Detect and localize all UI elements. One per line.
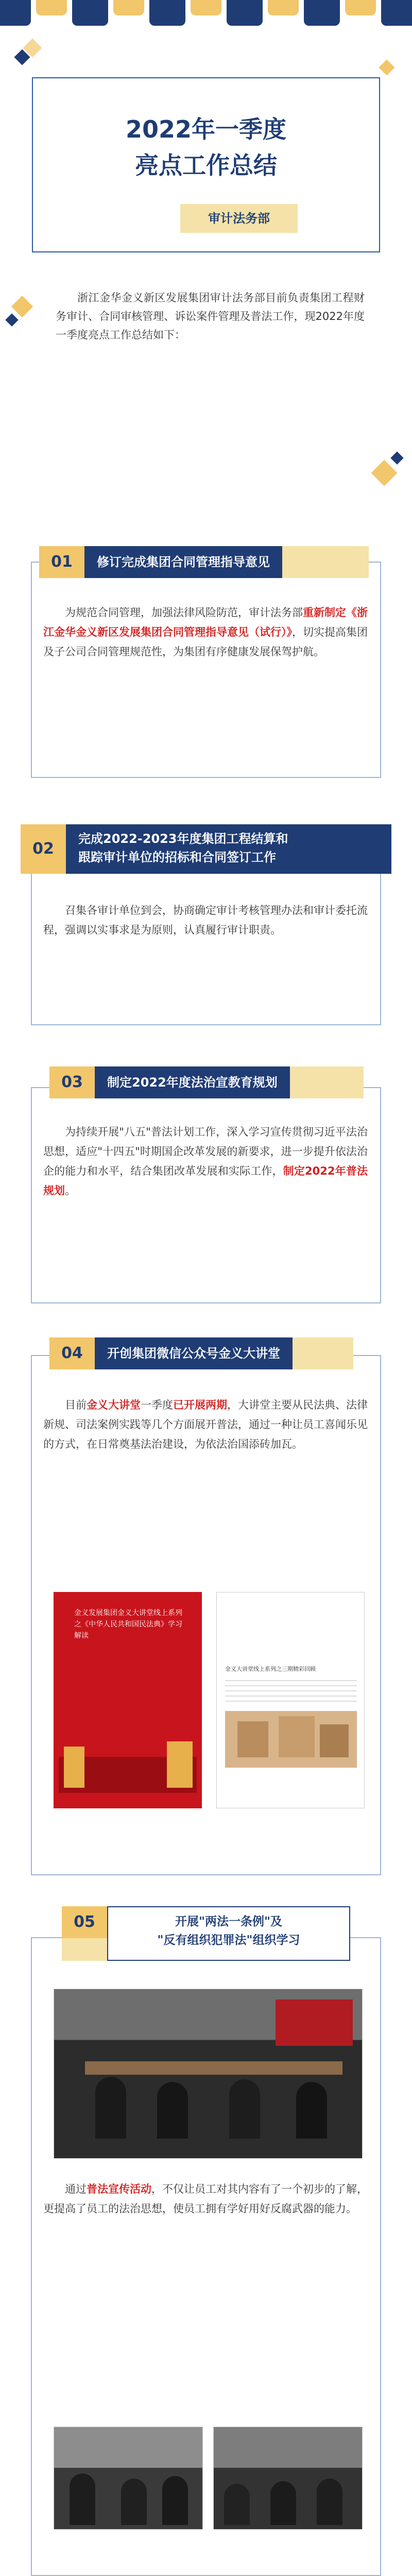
poster-title: 金义发展集团金义大讲堂线上系列之《中华人民共和国民法典》学习解读 bbox=[74, 1609, 182, 1640]
checker-border-top bbox=[0, 0, 412, 31]
meeting-photo-left bbox=[54, 2427, 203, 2530]
article-image-title: 金义大讲堂线上系列之三期精彩回顾 bbox=[225, 1666, 316, 1672]
section-title: 开展"两法一条例"及 "反有组织犯罪法"组织学习 bbox=[107, 1906, 350, 1961]
department-badge: 审计法务部 bbox=[180, 204, 298, 233]
section-02-body: 召集各审计单位到会，协商确定审计考核管理办法和审计委托流程，强调以实事求是为原则，认真履行审计职责。 bbox=[43, 904, 368, 936]
section-01-header bbox=[39, 546, 369, 578]
section-03-body: 为持续开展"八五"普法计划工作，深入学习宣传贯彻习近平法治思想，适应"十四五"时期国企改革发展的新要求，进一步提升依法治企的能力和水平，结合集团改革发展和实际工作，制定2022年普法规划。 bbox=[43, 1126, 368, 1197]
diamond-decoration bbox=[379, 59, 394, 75]
section-01-box bbox=[31, 562, 381, 778]
section-number: 04 bbox=[49, 1337, 95, 1369]
section-number: 05 bbox=[62, 1906, 107, 1938]
header bbox=[0, 0, 412, 289]
section-number: 02 bbox=[21, 824, 66, 874]
diamond-decoration bbox=[390, 451, 403, 464]
section-05-body: 通过普法宣传活动，不仅让员工对其内容有了一个初步的了解，更提高了员工的法治思想，使员工拥有学好用好反腐武器的能力。 bbox=[43, 2183, 368, 2215]
section-03-header bbox=[49, 1066, 364, 1098]
page-title bbox=[33, 111, 379, 183]
section-01-body: 为规范合同管理，加强法律风险防范，审计法务部重新制定《浙江金华金义新区发展集团合同管理指导意见（试行）》，切实提高集团及子公司合同管理规范性，为集团有序健康发展保驾护航。 bbox=[43, 606, 368, 658]
diamond-decoration bbox=[11, 296, 33, 317]
diamond-decoration bbox=[371, 460, 398, 486]
meeting-photo-right bbox=[213, 2427, 363, 2530]
section-02-box bbox=[31, 855, 381, 1025]
diamond-decoration bbox=[5, 313, 18, 326]
section-05-header bbox=[62, 1906, 350, 1961]
section-number: 01 bbox=[39, 546, 84, 578]
section-04-header bbox=[49, 1337, 353, 1369]
section-number: 03 bbox=[49, 1066, 95, 1098]
section-04-body: 目前金义大讲堂一季度已开展两期，大讲堂主要从民法典、法律新规、司法案例实践等几个方面展开普法，通过一种让员工喜闻乐见的方式，在日常奠基法治建设，为依法治国添砖加瓦。 bbox=[43, 1399, 368, 1450]
section-title: 修订完成集团合同管理指导意见 bbox=[84, 546, 282, 578]
lecture-poster-image bbox=[54, 1592, 202, 1808]
title-line-1: 2022年一季度 bbox=[125, 115, 287, 143]
intro-paragraph: 浙江金华金义新区发展集团审计法务部目前负责集团工程财务审计、合同审核管理、诉讼案件管理及普法工作，现2022年度一季度亮点工作总结如下： bbox=[56, 292, 365, 341]
meeting-photo-wide bbox=[54, 1989, 363, 2159]
section-title: 制定2022年度法治宣教育规划 bbox=[95, 1066, 290, 1098]
title-box bbox=[32, 77, 380, 252]
lecture-article-image bbox=[216, 1592, 365, 1808]
title-line-2: 亮点工作总结 bbox=[135, 151, 277, 179]
section-title: 完成2022-2023年度集团工程结算和 跟踪审计单位的招标和合同签订工作 bbox=[66, 824, 391, 874]
section-02-header bbox=[21, 824, 391, 874]
section-title: 开创集团微信公众号金义大讲堂 bbox=[95, 1337, 293, 1369]
